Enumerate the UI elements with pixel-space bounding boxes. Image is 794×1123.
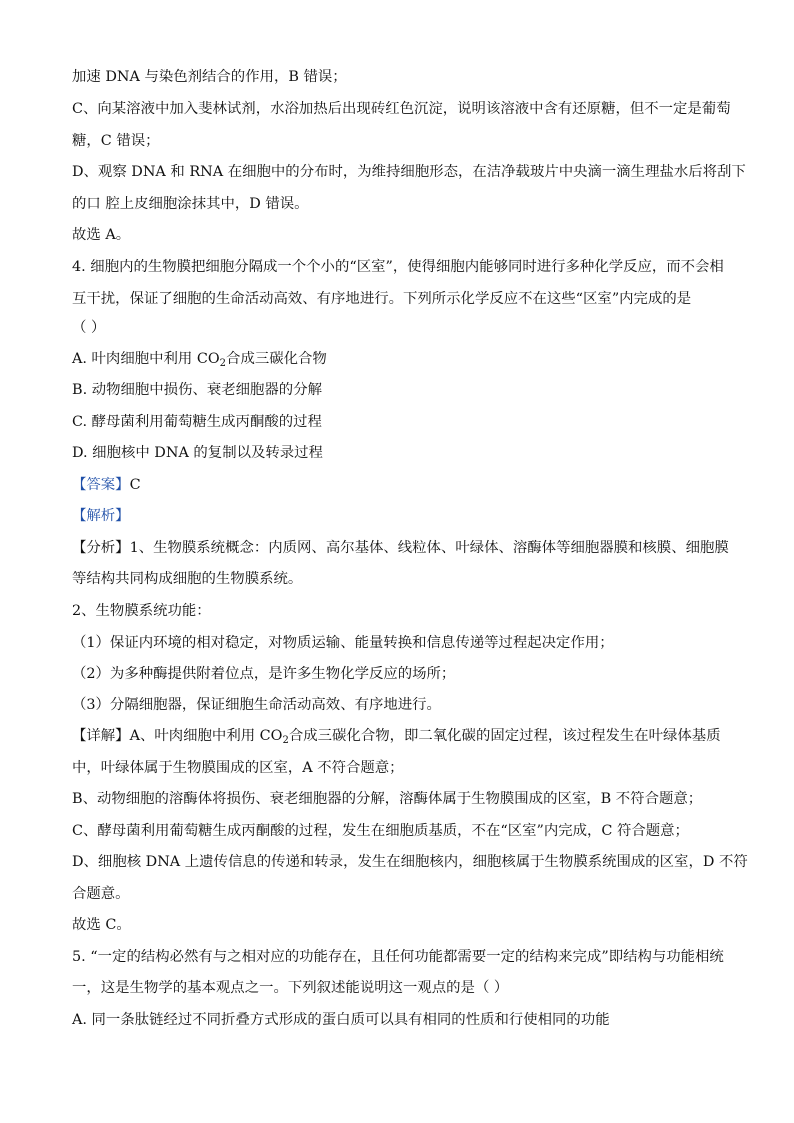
fenxi-line1 [72,538,732,558]
detail-line-c: C、酵母菌利用葡萄糖生成丙酮酸的过程，发生在细胞质基质，不在“区室”内完成，C 符合题意； [72,823,689,839]
q5-stem-line1: 5. “一定的结构必然有与之相对应的功能存在，且任何功能都需要一定的结构来完成”即结构与功能相统 [72,949,724,965]
detail-line-b: B、动物细胞的溶酶体将损伤、衰老细胞器的分解，溶酶体属于生物膜围成的区室，B 不符合题意； [72,791,703,807]
q4-option-a-pre: A. 叶肉细胞中利用 CO [72,351,220,367]
function-item-3: （3）分隔细胞器，保证细胞生命活动高效、有序地进行。 [72,697,441,713]
q5-stem-line2 [72,978,732,998]
q4-option-a-post: 合成三碳化合物 [226,351,327,367]
answer-tag: 【答案】 [72,477,130,493]
detail-a1-subscript: 2 [282,735,289,746]
detail-line-a2: 中，叶绿体属于生物膜围成的区室，A 不符合题意； [72,760,404,776]
function-title: 2、生物膜系统功能： [72,603,211,619]
q4-option-c: C. 酵母菌利用葡萄糖生成丙酮酸的过程 [72,414,322,430]
q4-option-d: D. 细胞核中 DNA 的复制以及转录过程 [72,445,323,461]
q4-option-a [72,349,732,371]
fenxi-text1: 1、生物膜系统概念：内质网、高尔基体、线粒体、叶绿体、溶酶体等细胞器膜和核膜、细胞膜 [129,540,729,556]
q5-blank: （ ） [474,980,509,996]
function-item-2: （2）为多种酶提供附着位点，是许多生物化学反应的场所； [72,666,456,682]
q5-stem-text: 一，这是生物学的基本观点之一。下列叙述能说明这一观点的是 [72,980,475,996]
prev-c-line1: C、向某溶液中加入斐林试剂，水浴加热后出现砖红色沉淀，说明该溶液中含有还原糖，但不一定是葡萄 [72,101,731,117]
function-item-1: （1）保证内环境的相对稳定，对物质运输、能量转换和信息传递等过程起决定作用； [72,635,614,651]
analysis-tag: 【解析】 [72,508,130,524]
prev-select: 故选 A。 [72,227,131,243]
detail-a1-post: 合成三碳化合物，即二氧化碳的固定过程，该过程发生在叶绿体基质 [288,728,721,744]
q4-blank: （ ） [72,320,106,336]
prev-d-line2: 的口 腔上皮细胞涂抹其中，D 错误。 [72,196,309,212]
q4-option-b: B. 动物细胞中损伤、衰老细胞器的分解 [72,382,322,398]
detail-line-d1: D、细胞核 DNA 上遗传信息的传递和转录，发生在细胞核内，细胞核属于生物膜系统围成的区室，D 不符 [72,854,748,870]
q4-stem-line2: 互干扰，保证了细胞的生命活动高效、有序地进行。下列所示化学反应不在这些“区室”内完成的是 [72,291,692,307]
prev-b-tail: 加速 DNA 与染色剂结合的作用，B 错误； [72,69,347,85]
q4-answer [72,475,732,495]
answer-value: C [129,477,141,493]
prev-d-line1: D、观察 DNA 和 RNA 在细胞中的分布时，为维持细胞形态，在洁净载玻片中央滴一滴生理盐水后将刮下 [72,164,746,180]
detail-a1-pre: A、叶肉细胞中利用 CO [129,728,283,744]
fenxi-tag: 【分析】 [72,540,130,556]
q4-stem-line1: 4. 细胞内的生物膜把细胞分隔成一个个小的“区室”，使得细胞内能够同时进行多种化学反应，而不会相 [72,259,724,275]
q5-option-a: A. 同一条肽链经过不同折叠方式形成的蛋白质可以具有相同的性质和行使相同的功能 [72,1012,610,1028]
fenxi-line2: 等结构共同构成细胞的生物膜系统。 [72,571,303,587]
q4-select: 故选 C。 [72,917,131,933]
detail-tag: 【详解】 [72,728,130,744]
detail-line-d2: 合题意。 [72,886,130,902]
q4-option-a-subscript: 2 [219,358,227,369]
detail-line-a1 [72,726,732,748]
prev-c-line2: 糖，C 错误； [72,133,160,149]
